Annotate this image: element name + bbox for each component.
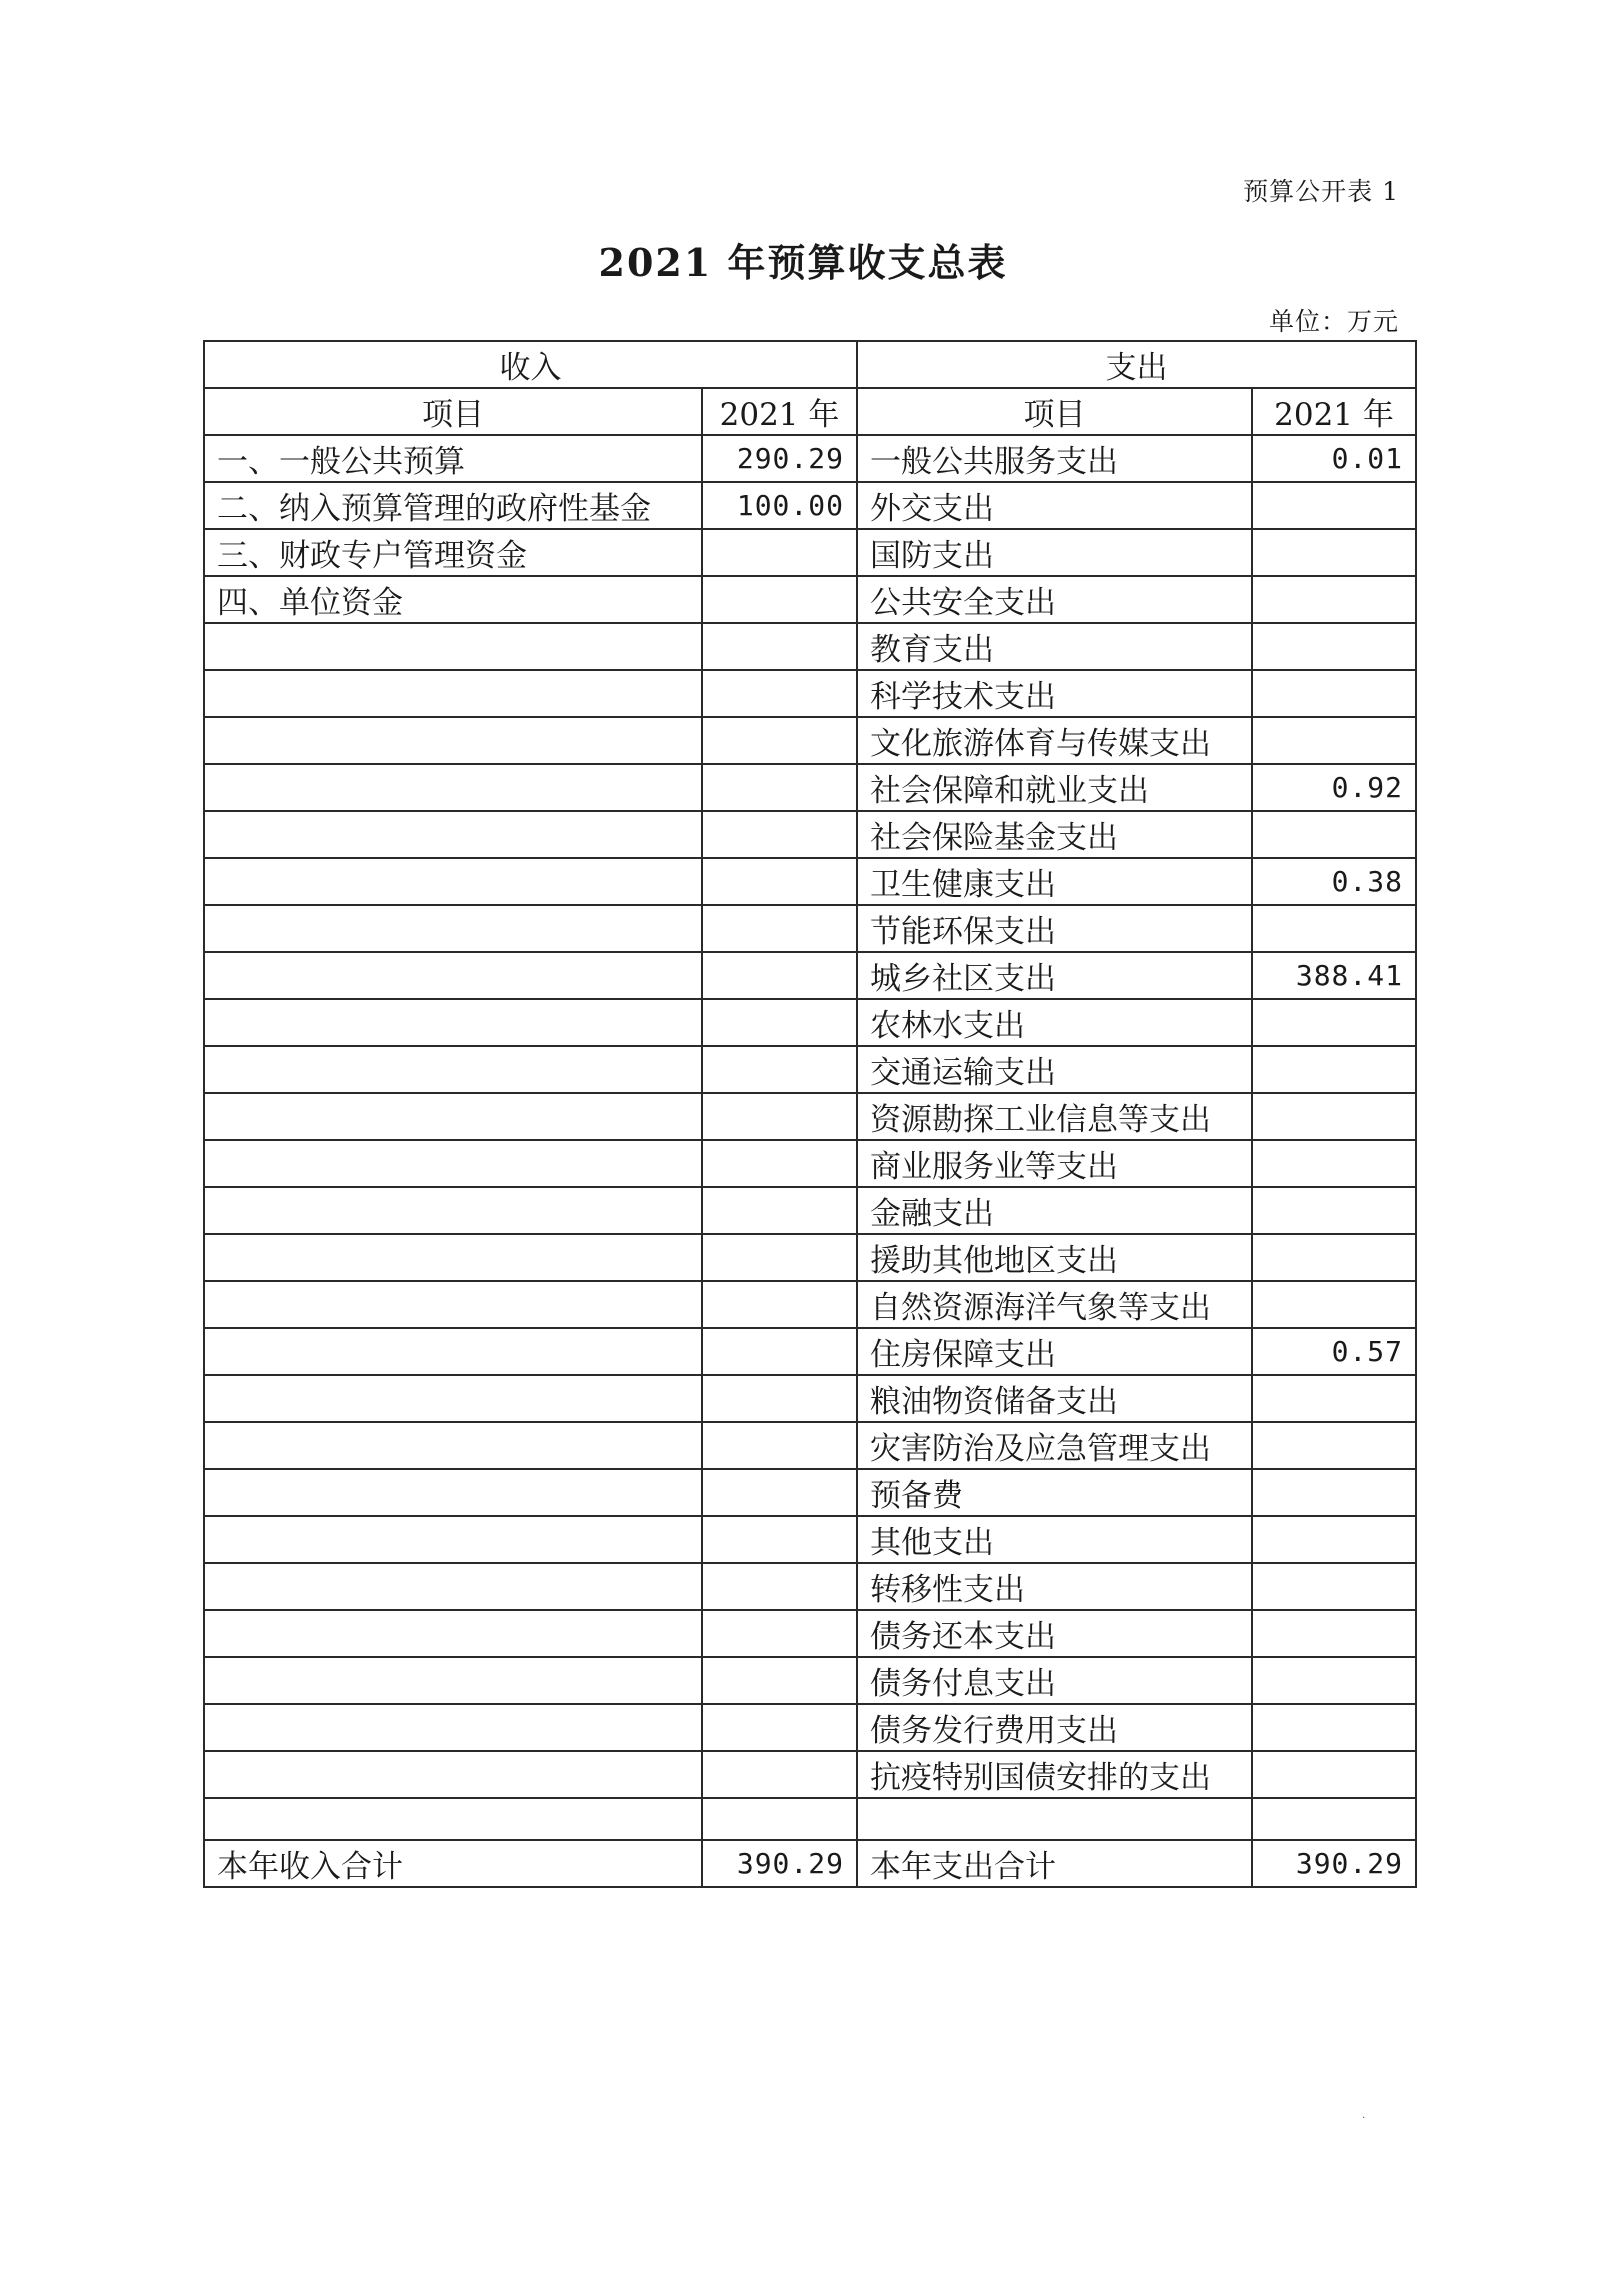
income-amount-cell: 100.00: [702, 482, 857, 529]
income-item-cell: [204, 1375, 702, 1422]
expense-amount-cell: [1252, 1704, 1416, 1751]
table-row: [204, 811, 1416, 858]
expense-item-cell: 教育支出: [857, 623, 1252, 670]
income-item-cell: [204, 1516, 702, 1563]
table-row: [204, 1093, 1416, 1140]
expense-item-cell: 城乡社区支出: [857, 952, 1252, 999]
expense-amount-cell: [1252, 999, 1416, 1046]
expense-amount-cell: [1252, 1375, 1416, 1422]
budget-table: [203, 340, 1417, 1888]
expense-amount-cell: [1252, 576, 1416, 623]
income-item-cell: [204, 1187, 702, 1234]
expense-item-cell: 社会保障和就业支出: [857, 764, 1252, 811]
income-item-cell: [204, 999, 702, 1046]
income-item-cell: [204, 1657, 702, 1704]
income-item-cell: [204, 670, 702, 717]
income-section-header: 收入: [204, 341, 857, 388]
expense-item-cell: 资源勘探工业信息等支出: [857, 1093, 1252, 1140]
expense-item-cell: 节能环保支出: [857, 905, 1252, 952]
table-header: [204, 341, 1416, 435]
expense-amount-cell: [1252, 1563, 1416, 1610]
totals-row: [204, 1840, 1416, 1887]
expense-item-cell: 自然资源海洋气象等支出: [857, 1281, 1252, 1328]
income-amount-cell: [702, 1328, 857, 1375]
income-item-cell: [204, 1469, 702, 1516]
expense-section-header: 支出: [857, 341, 1416, 388]
table-row: [204, 1234, 1416, 1281]
expense-item-cell: 公共安全支出: [857, 576, 1252, 623]
expense-amount-cell: 0.38: [1252, 858, 1416, 905]
column-header-row: [204, 388, 1416, 435]
expense-item-cell: 住房保障支出: [857, 1328, 1252, 1375]
expense-item-cell: 粮油物资储备支出: [857, 1375, 1252, 1422]
income-item-cell: [204, 1704, 702, 1751]
income-amount-cell: [702, 811, 857, 858]
table-footer: [204, 1840, 1416, 1887]
table-row: [204, 764, 1416, 811]
expense-item-cell: 预备费: [857, 1469, 1252, 1516]
income-item-cell: [204, 623, 702, 670]
expense-item-cell: 农林水支出: [857, 999, 1252, 1046]
table-row: [204, 670, 1416, 717]
table-row: [204, 1751, 1416, 1798]
income-amount-cell: [702, 1375, 857, 1422]
income-item-cell: [204, 858, 702, 905]
income-item-cell: 四、单位资金: [204, 576, 702, 623]
table-id: 预算公开表 1: [1243, 177, 1399, 206]
income-amount-cell: [702, 952, 857, 999]
income-amount-cell: [702, 576, 857, 623]
table-row: [204, 1375, 1416, 1422]
expense-item-cell: 科学技术支出: [857, 670, 1252, 717]
expense-amount-cell: 0.92: [1252, 764, 1416, 811]
expense-item-cell: 转移性支出: [857, 1563, 1252, 1610]
income-item-cell: [204, 1798, 702, 1840]
table-row: [204, 1563, 1416, 1610]
section-header-row: [204, 341, 1416, 388]
table-row: [204, 999, 1416, 1046]
income-amount-cell: [702, 1281, 857, 1328]
expense-amount-cell: [1252, 1751, 1416, 1798]
income-item-cell: [204, 1751, 702, 1798]
expense-amount-cell: 388.41: [1252, 952, 1416, 999]
expense-amount-cell: [1252, 1610, 1416, 1657]
table-row: [204, 717, 1416, 764]
unit-label: 单位：万元: [1268, 307, 1399, 336]
income-item-cell: [204, 764, 702, 811]
expense-item-header: 项目: [857, 388, 1252, 435]
table-row: [204, 1516, 1416, 1563]
expense-amount-cell: [1252, 1093, 1416, 1140]
table-row: [204, 529, 1416, 576]
expense-total-amount: 390.29: [1252, 1840, 1416, 1887]
table-row: [204, 1657, 1416, 1704]
expense-item-cell: 债务还本支出: [857, 1610, 1252, 1657]
income-amount-cell: [702, 1657, 857, 1704]
table-row: [204, 1610, 1416, 1657]
income-amount-cell: [702, 1798, 857, 1840]
income-item-cell: [204, 905, 702, 952]
income-amount-cell: [702, 623, 857, 670]
expense-amount-cell: [1252, 1046, 1416, 1093]
expense-item-cell: 交通运输支出: [857, 1046, 1252, 1093]
income-amount-cell: [702, 1140, 857, 1187]
income-item-cell: 三、财政专户管理资金: [204, 529, 702, 576]
income-amount-cell: [702, 1610, 857, 1657]
expense-item-cell: 国防支出: [857, 529, 1252, 576]
income-item-cell: 一、一般公共预算: [204, 435, 702, 482]
income-amount-cell: [702, 529, 857, 576]
income-amount-cell: [702, 1234, 857, 1281]
income-amount-cell: [702, 1563, 857, 1610]
income-item-header: 项目: [204, 388, 702, 435]
table-row: [204, 1140, 1416, 1187]
income-total-label: 本年收入合计: [204, 1840, 702, 1887]
expense-amount-cell: [1252, 811, 1416, 858]
expense-amount-cell: [1252, 905, 1416, 952]
expense-item-cell: 灾害防治及应急管理支出: [857, 1422, 1252, 1469]
expense-amount-cell: [1252, 482, 1416, 529]
table-row: [204, 952, 1416, 999]
table-row: [204, 1281, 1416, 1328]
table-body: [204, 435, 1416, 1840]
expense-amount-cell: [1252, 1469, 1416, 1516]
table-row: [204, 576, 1416, 623]
expense-item-cell: 抗疫特别国债安排的支出: [857, 1751, 1252, 1798]
income-amount-cell: [702, 1516, 857, 1563]
expense-amount-cell: [1252, 1281, 1416, 1328]
income-total-amount: 390.29: [702, 1840, 857, 1887]
expense-item-cell: 商业服务业等支出: [857, 1140, 1252, 1187]
expense-amount-cell: [1252, 1187, 1416, 1234]
income-year-header: 2021 年: [702, 388, 857, 435]
expense-amount-cell: [1252, 623, 1416, 670]
income-item-cell: [204, 1422, 702, 1469]
income-amount-cell: [702, 1751, 857, 1798]
expense-amount-cell: [1252, 1234, 1416, 1281]
table-row: [204, 1704, 1416, 1751]
expense-item-cell: 社会保险基金支出: [857, 811, 1252, 858]
income-amount-cell: [702, 1187, 857, 1234]
table-row: [204, 482, 1416, 529]
income-item-cell: [204, 1328, 702, 1375]
expense-item-cell: 卫生健康支出: [857, 858, 1252, 905]
income-amount-cell: [702, 858, 857, 905]
income-amount-cell: 290.29: [702, 435, 857, 482]
expense-item-cell: 债务付息支出: [857, 1657, 1252, 1704]
table-row: [204, 905, 1416, 952]
expense-item-cell: [857, 1798, 1252, 1840]
income-amount-cell: [702, 905, 857, 952]
income-item-cell: 二、纳入预算管理的政府性基金: [204, 482, 702, 529]
expense-item-cell: 文化旅游体育与传媒支出: [857, 717, 1252, 764]
income-item-cell: [204, 1281, 702, 1328]
income-item-cell: [204, 1234, 702, 1281]
income-amount-cell: [702, 1704, 857, 1751]
expense-amount-cell: [1252, 670, 1416, 717]
expense-item-cell: 外交支出: [857, 482, 1252, 529]
income-amount-cell: [702, 764, 857, 811]
expense-item-cell: 一般公共服务支出: [857, 435, 1252, 482]
expense-amount-cell: [1252, 1140, 1416, 1187]
income-item-cell: [204, 811, 702, 858]
income-item-cell: [204, 1093, 702, 1140]
income-amount-cell: [702, 1422, 857, 1469]
income-amount-cell: [702, 1046, 857, 1093]
income-item-cell: [204, 1140, 702, 1187]
income-amount-cell: [702, 670, 857, 717]
expense-amount-cell: 0.01: [1252, 435, 1416, 482]
income-item-cell: [204, 952, 702, 999]
expense-total-label: 本年支出合计: [857, 1840, 1252, 1887]
expense-amount-cell: [1252, 1516, 1416, 1563]
table-row: [204, 858, 1416, 905]
income-item-cell: [204, 717, 702, 764]
income-amount-cell: [702, 999, 857, 1046]
expense-year-header: 2021 年: [1252, 388, 1416, 435]
income-amount-cell: [702, 717, 857, 764]
expense-amount-cell: [1252, 529, 1416, 576]
expense-amount-cell: 0.57: [1252, 1328, 1416, 1375]
table-row: [204, 1046, 1416, 1093]
income-amount-cell: [702, 1469, 857, 1516]
table-row: [204, 1798, 1416, 1840]
table-row: [204, 623, 1416, 670]
scan-speck: .: [1362, 2110, 1366, 2121]
expense-item-cell: 援助其他地区支出: [857, 1234, 1252, 1281]
expense-item-cell: 债务发行费用支出: [857, 1704, 1252, 1751]
income-item-cell: [204, 1563, 702, 1610]
table-row: [204, 1187, 1416, 1234]
income-item-cell: [204, 1046, 702, 1093]
expense-amount-cell: [1252, 1798, 1416, 1840]
expense-amount-cell: [1252, 1657, 1416, 1704]
table-row: [204, 1328, 1416, 1375]
table-row: [204, 435, 1416, 482]
table-row: [204, 1422, 1416, 1469]
page-title: 2021 年预算收支总表: [598, 240, 1008, 285]
expense-amount-cell: [1252, 1422, 1416, 1469]
income-amount-cell: [702, 1093, 857, 1140]
table-row: [204, 1469, 1416, 1516]
expense-item-cell: 金融支出: [857, 1187, 1252, 1234]
expense-item-cell: 其他支出: [857, 1516, 1252, 1563]
expense-amount-cell: [1252, 717, 1416, 764]
income-item-cell: [204, 1610, 702, 1657]
